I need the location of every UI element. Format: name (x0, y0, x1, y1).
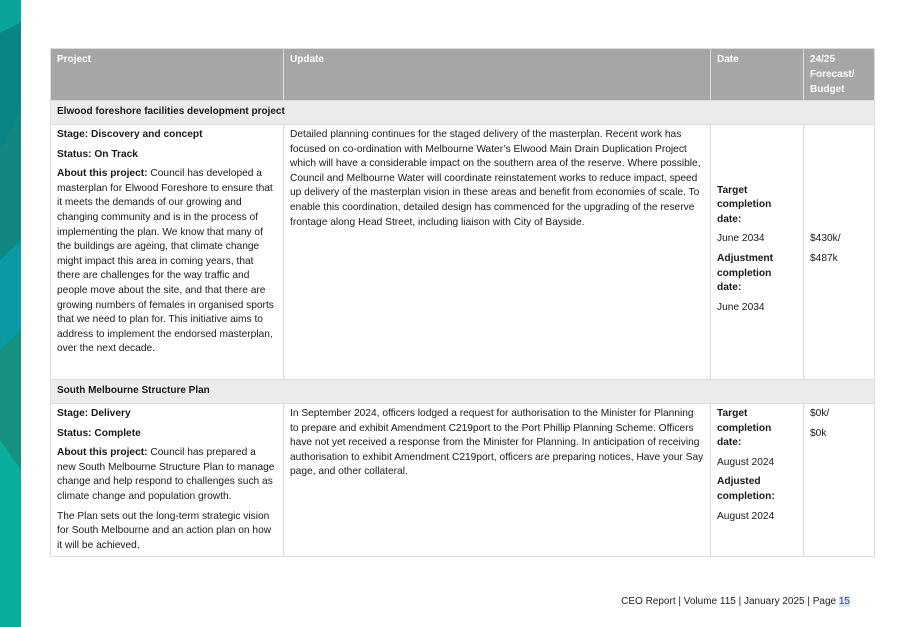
header-project: Project (51, 49, 284, 101)
about-label: About this project: (57, 168, 148, 180)
budget-cell (804, 125, 875, 380)
project-cell (51, 404, 284, 557)
date-cell (711, 404, 804, 557)
about-label: About this project: (57, 447, 148, 459)
stage-label: Stage: Discovery and concept (57, 129, 203, 140)
header-update: Update (284, 49, 711, 101)
page-number: 15 (838, 596, 850, 607)
adjusted-date-label: Adjusted completion: (717, 476, 775, 502)
budget-value: $0k (810, 427, 827, 439)
status-label: Status: On Track (57, 148, 138, 160)
header-budget: 24/25 Forecast/ Budget (804, 49, 875, 101)
target-date-label: Target completion date: (717, 408, 772, 449)
page-footer (621, 596, 850, 607)
target-date-value: August 2024 (717, 456, 775, 468)
forecast-value: $0k/ (810, 408, 830, 419)
target-date-label: Target completion date: (717, 184, 772, 225)
group-row-south-melbourne (51, 380, 875, 404)
update-cell: Detailed planning continues for the staged delivery of the masterplan. Recent work has focused on co-ordination with Melbourne Water’s Elwood Main Drain Duplication Project which will have a considerable impact on the southern area of the reserve. Where possible, Council and Melbourne Water will coordinate reinstatement works to reduce impact, speed up delivery of the masterplan vision in these areas and benefit from economies of scale. To enable this coordination, detailed design has commenced for the upgrading of the reserve frontage along Head Street, including liaison with City of Bayside. (284, 125, 711, 380)
group-title: Elwood foreshore facilities development project (51, 101, 875, 125)
header-date: Date (711, 49, 804, 101)
table-row (51, 404, 875, 557)
about-text (57, 446, 277, 504)
adjusted-date-value: June 2034 (717, 301, 765, 313)
stage-label: Stage: Delivery (57, 408, 131, 419)
footer-text: CEO Report | Volume 115 | January 2025 | Page (621, 596, 839, 607)
group-row-elwood (51, 101, 875, 125)
table-row (51, 125, 875, 380)
target-date-value: June 2034 (717, 233, 765, 245)
project-status-table (50, 48, 875, 557)
project-cell (51, 125, 284, 380)
geometric-pattern-icon (0, 0, 21, 627)
group-title: South Melbourne Structure Plan (51, 380, 875, 404)
forecast-value: $430k/ (810, 233, 841, 245)
budget-value: $487k (810, 253, 838, 264)
decorative-side-strip (0, 0, 21, 627)
adjusted-date-value: August 2024 (717, 510, 775, 522)
about-body: Council has developed a masterplan for Elwood Foreshore to ensure that it meets the demands of our growing and changing community and is in the process of implementing the plan. We know that many of the buildings are ageing, that climate change might impact this area in coming years, that there are challenges for the way traffic and people move about the site, and that there are growing numbers of females in organised sports that we need to plan for. This initiative aims to address to implement the endorsed masterplan, over the next decade. (57, 168, 274, 355)
about-text (57, 167, 277, 357)
adjusted-date-label: Adjustment completion date: (717, 253, 774, 294)
table-header-row (51, 49, 875, 101)
date-cell (711, 125, 804, 380)
about-extra: The Plan sets out the long-term strategic vision for South Melbourne and an action plan on how it will be achieved. (57, 510, 272, 551)
status-label: Status: Complete (57, 427, 141, 439)
about-body: Council has prepared a new South Melbourne Structure Plan to manage change and help respond to challenges such as climate change and population growth. (57, 447, 275, 502)
budget-cell (804, 404, 875, 557)
update-cell: In September 2024, officers lodged a request for authorisation to the Minister for Planning to prepare and exhibit Amendment C219port to the Port Phillip Planning Scheme. Officers have not yet received a response from the Minister for Planning. In anticipation of receiving authorisation to exhibit Amendment C219port, officers are preparing notices, Have your Say page, and other collateral. (284, 404, 711, 557)
